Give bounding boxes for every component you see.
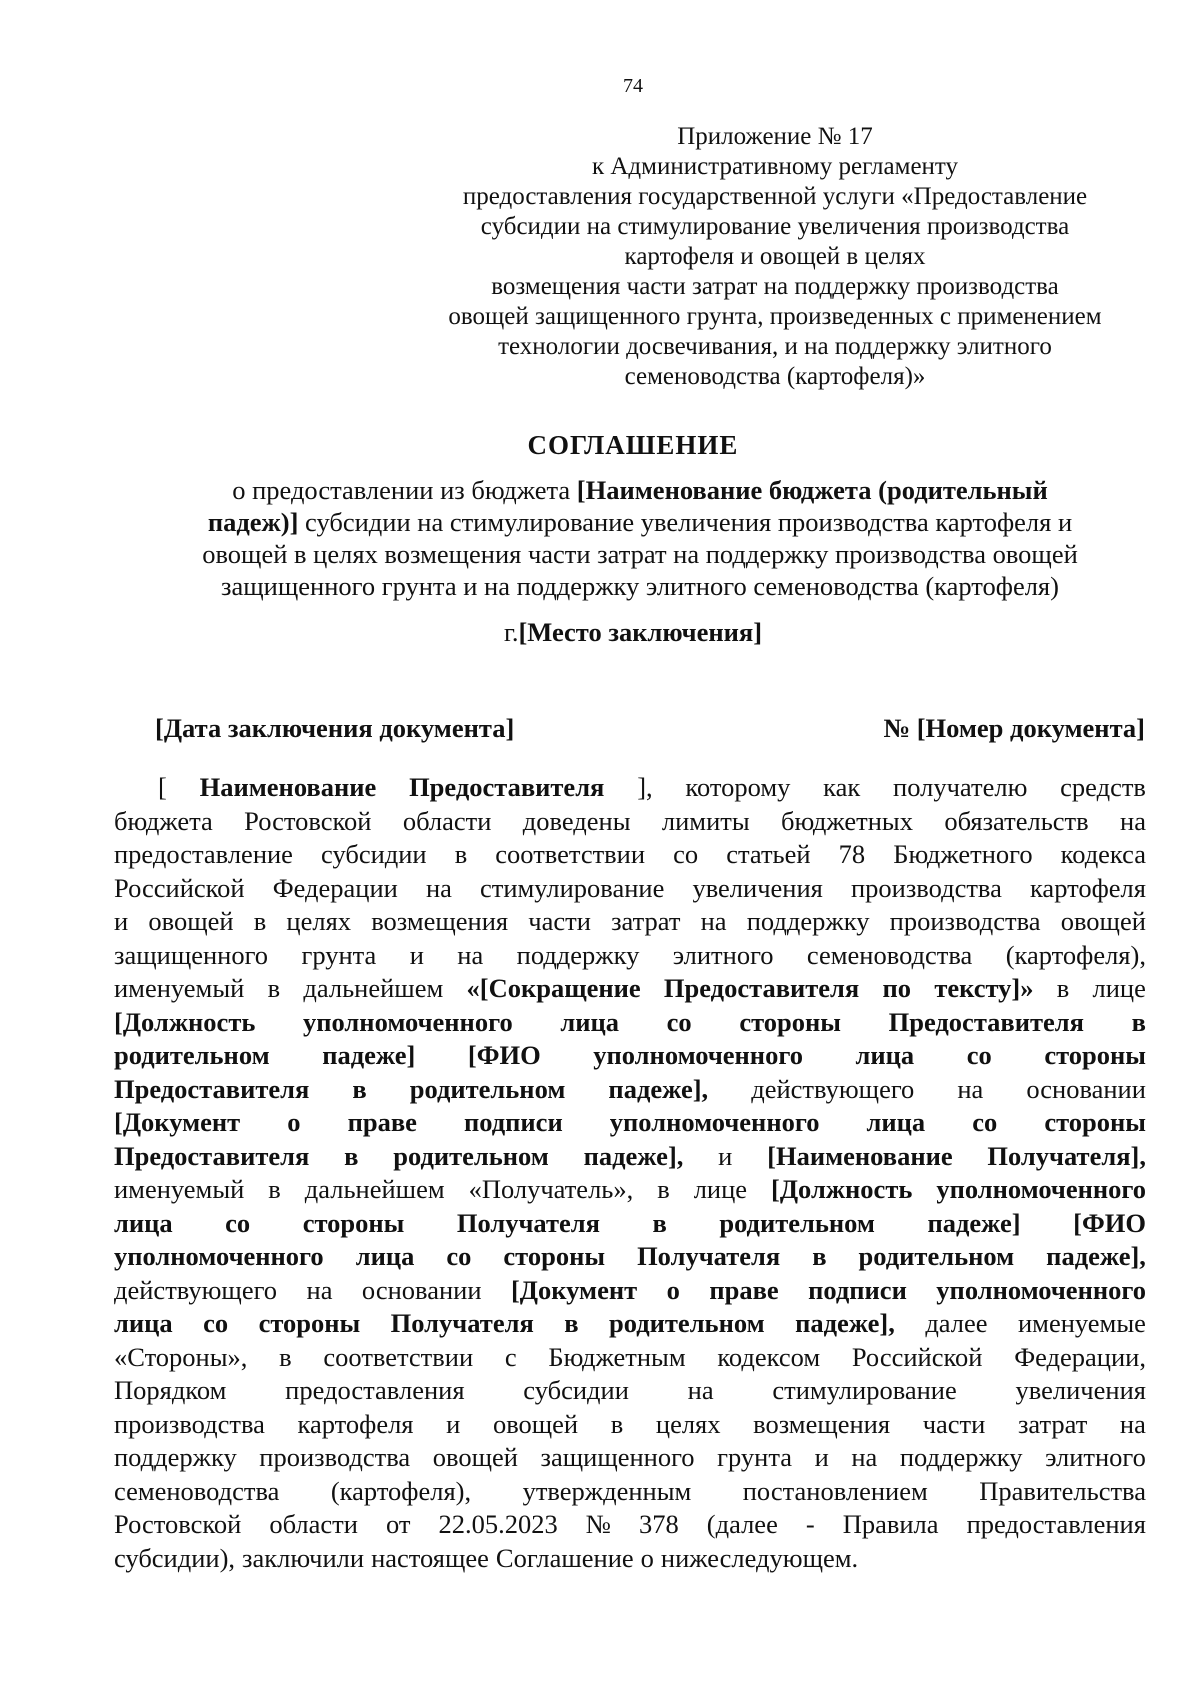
paragraph-line <box>114 972 1146 1006</box>
paragraph-word: родительном <box>114 1040 270 1070</box>
paragraph-word: в <box>564 1308 579 1338</box>
paragraph-word: 378 <box>639 1509 679 1539</box>
paragraph-word: овощей <box>1060 906 1146 936</box>
paragraph-word: производства <box>889 906 1041 936</box>
paragraph-word: Предоставителя <box>888 1006 1084 1037</box>
paragraph-word: «[Сокращение <box>466 973 641 1003</box>
paragraph-word: в <box>352 1073 367 1104</box>
paragraph-word: на <box>851 1442 878 1472</box>
paragraph-word: и <box>114 906 129 936</box>
paragraph-word: предоставления <box>285 1375 465 1405</box>
paragraph-word: основании <box>1026 1073 1146 1104</box>
paragraph-line <box>114 1240 1146 1274</box>
subtitle-line-1 <box>120 474 1160 506</box>
paragraph-word: дальнейшем <box>304 1174 445 1204</box>
paragraph-word: в <box>652 1207 667 1238</box>
paragraph-word: семеноводства <box>114 1475 280 1506</box>
paragraph-word: праве <box>347 1107 417 1137</box>
paragraph-word: доведены <box>522 805 631 836</box>
paragraph-word: стороны <box>258 1308 361 1338</box>
paragraph-word: подписи <box>463 1107 563 1137</box>
paragraph-word: далее <box>925 1308 988 1338</box>
paragraph-word: производства <box>114 1408 265 1439</box>
paragraph-line <box>114 905 1146 939</box>
appendix-line: предоставления государственной услуги «Предоставление <box>462 183 1088 210</box>
paragraph-word: на <box>457 939 484 970</box>
paragraph-word: в <box>1131 1006 1146 1037</box>
paragraph-word: грунта <box>301 939 377 970</box>
paragraph-word: уполномоченного <box>114 1241 324 1271</box>
paragraph-word: возмещения <box>753 1408 891 1439</box>
paragraph-word: Ростовской <box>114 1509 242 1539</box>
paragraph-line <box>114 1374 1146 1408</box>
paragraph-word: [Документ <box>510 1274 638 1305</box>
paragraph-word: и <box>446 1408 461 1439</box>
paragraph-word: лице <box>1092 973 1146 1003</box>
paragraph-word: 78 <box>838 839 866 869</box>
paragraph-word: и <box>409 939 424 970</box>
paragraph-word: о <box>287 1107 301 1137</box>
paragraph-word: [Должность <box>114 1006 256 1037</box>
paragraph-word: - <box>805 1509 815 1539</box>
paragraph-word: [ <box>158 772 167 802</box>
paragraph-word: стороны <box>503 1241 606 1271</box>
paragraph-word: Федерации <box>272 872 398 903</box>
paragraph-word: падеже], <box>583 1140 684 1171</box>
paragraph-word: [Документ <box>114 1107 241 1137</box>
paragraph-line <box>114 805 1146 839</box>
date-number-row <box>155 712 1145 744</box>
paragraph-word: на <box>425 872 452 903</box>
paragraph-word: Правила <box>842 1509 939 1539</box>
paragraph-line <box>114 1140 1146 1174</box>
paragraph-line <box>114 1542 1146 1576</box>
paragraph-word: части <box>528 906 591 936</box>
paragraph-word: падеже] <box>322 1040 416 1070</box>
paragraph-line <box>114 939 1146 973</box>
paragraph-word: действующего <box>114 1274 278 1305</box>
paragraph-word: стороны <box>1044 1107 1146 1137</box>
paragraph-word: обязательств <box>944 805 1089 836</box>
paragraph-word: Предоставителя <box>114 1073 310 1104</box>
paragraph-word: Ростовской <box>244 805 372 836</box>
paragraph-word: производства <box>850 872 1002 903</box>
paragraph-line <box>114 1207 1146 1241</box>
place-of-conclusion <box>0 616 1200 648</box>
paragraph-word: «Получатель», <box>468 1174 634 1204</box>
paragraph-word: в <box>1056 973 1070 1003</box>
paragraph-line <box>114 1508 1146 1542</box>
paragraph-line <box>114 1341 1146 1375</box>
paragraph-word: соответствии <box>323 1341 474 1372</box>
paragraph-word: статьей <box>726 839 811 869</box>
paragraph-line <box>114 1006 1146 1040</box>
paragraph-word: Соглашение <box>495 1542 634 1573</box>
appendix-line: возмещения части затрат на поддержку производства <box>491 273 1059 300</box>
paragraph-word: лица <box>355 1241 415 1271</box>
subtitle-line-2 <box>120 506 1160 538</box>
paragraph-line <box>114 1073 1146 1107</box>
paragraph-word: со <box>673 839 699 869</box>
paragraph-word: кодексом <box>717 1341 821 1372</box>
subtitle-text: субсидии на стимулирование увеличения производства картофеля и <box>298 507 1073 537</box>
paragraph-word: лица <box>560 1006 620 1037</box>
paragraph-word: родительном <box>393 1140 549 1171</box>
appendix-line: субсидии на стимулирование увеличения производства <box>480 213 1070 240</box>
appendix-line: картофеля и овощей в целях <box>624 243 926 270</box>
paragraph-word: Российской <box>114 872 245 903</box>
paragraph-word: лица <box>866 1107 926 1137</box>
paragraph-word: стороны <box>739 1006 841 1037</box>
paragraph-word: именуемый <box>114 973 245 1003</box>
paragraph-word: области <box>402 805 492 836</box>
paragraph-word: Порядком <box>114 1375 227 1405</box>
paragraph-word: нижеследующем. <box>660 1542 859 1573</box>
paragraph-word: Бюджетного <box>893 839 1033 869</box>
paragraph-word: с <box>504 1341 517 1372</box>
paragraph-line <box>114 838 1146 872</box>
paragraph-word: уполномоченного <box>609 1107 820 1137</box>
paragraph-word: № <box>585 1509 611 1539</box>
paragraph-word: поддержку <box>746 906 870 936</box>
paragraph-word: Получателя <box>637 1241 781 1271</box>
paragraph-word: субсидии <box>321 839 427 869</box>
appendix-line: Приложение № 17 <box>677 123 873 150</box>
paragraph-word: в <box>268 1174 281 1204</box>
paragraph-line <box>114 872 1146 906</box>
paragraph-word: со <box>225 1207 251 1238</box>
paragraph-word: лимиты <box>661 805 750 836</box>
paragraph-word: со <box>203 1308 229 1338</box>
paragraph-word: (далее <box>706 1509 778 1539</box>
paragraph-word: поддержку <box>114 1442 237 1472</box>
paragraph-line <box>114 1408 1146 1442</box>
paragraph-word: защищенного <box>114 939 269 970</box>
paragraph-word: в <box>610 1408 624 1439</box>
paragraph-word: со <box>666 1006 692 1037</box>
paragraph-word: 22.05.2023 <box>438 1509 558 1539</box>
paragraph-word: действующего <box>751 1073 915 1104</box>
paragraph-word: которому <box>685 772 791 802</box>
date-placeholder: [Дата заключения документа] <box>155 713 515 743</box>
paragraph-word: лица <box>114 1207 173 1238</box>
paragraph-word: соответствии <box>495 839 646 869</box>
paragraph-word: стороны <box>302 1207 405 1238</box>
document-title: СОГЛАШЕНИЕ <box>527 430 739 460</box>
paragraph-word: ], <box>637 772 653 802</box>
paragraph-word: о <box>640 1542 654 1573</box>
paragraph-word: кодекса <box>1060 839 1146 869</box>
paragraph-word: целях <box>655 1408 721 1439</box>
paragraph-word: (картофеля), <box>1005 939 1146 970</box>
paragraph-word: «Стороны», <box>114 1341 248 1372</box>
paragraph-word: от <box>385 1509 411 1539</box>
paragraph-word: утвержденным <box>522 1475 692 1506</box>
paragraph-word: бюджета <box>114 805 213 836</box>
appendix-header <box>410 122 1140 392</box>
appendix-line: технологии досвечивания, и на поддержку элитного <box>498 333 1052 360</box>
document-subtitle <box>120 474 1160 602</box>
budget-name-placeholder: [Наименование бюджета (родительный <box>576 475 1048 505</box>
paragraph-line <box>114 1307 1146 1341</box>
paragraph-word: со <box>972 1107 998 1137</box>
paragraph-word: по <box>882 973 912 1003</box>
paragraph-word: о <box>666 1274 680 1305</box>
paragraph-line <box>114 1039 1146 1073</box>
paragraph-word: элитного <box>1045 1442 1146 1472</box>
paragraph-line <box>114 1274 1146 1308</box>
paragraph-word: субсидии), <box>114 1542 236 1573</box>
paragraph-word: в <box>267 973 281 1003</box>
paragraph-word: лице <box>693 1174 748 1204</box>
paragraph-word: области <box>269 1509 358 1539</box>
paragraph-word: как <box>823 772 861 802</box>
paragraph-word: в <box>279 1341 292 1372</box>
paragraph-word: родительном <box>609 1308 765 1338</box>
paragraph-word: на <box>700 906 727 936</box>
paragraph-word: на <box>957 1073 984 1104</box>
paragraph-word: [ФИО <box>1073 1207 1146 1238</box>
paragraph-word: в <box>812 1241 827 1271</box>
paragraph-word: падеже], <box>1046 1241 1146 1271</box>
paragraph-line <box>114 1106 1146 1140</box>
paragraph-word: затрат <box>611 906 681 936</box>
paragraph-word: дальнейшем <box>303 973 444 1003</box>
paragraph-line <box>114 771 1146 805</box>
paragraph-word: семеноводства <box>806 939 973 970</box>
paragraph-word: Российской <box>851 1341 983 1372</box>
paragraph-word: тексту]» <box>934 973 1034 1003</box>
paragraph-word: лица <box>114 1308 173 1338</box>
paragraph-word: субсидии <box>523 1375 629 1405</box>
paragraph-word: [ФИО <box>467 1040 541 1070</box>
paragraph-word: основании <box>361 1274 482 1305</box>
paragraph-word: на <box>1120 805 1146 836</box>
paragraph-word: на <box>1119 1408 1146 1439</box>
paragraph-word: в <box>657 1174 670 1204</box>
paragraph-word: Предоставителя <box>663 973 860 1003</box>
paragraph-word: Получателя <box>456 1207 600 1238</box>
paragraph-word: подписи <box>808 1274 907 1305</box>
paragraph-word: средств <box>1060 772 1146 802</box>
paragraph-word: стимулирование <box>772 1375 957 1405</box>
agreement-preamble <box>114 771 1146 1575</box>
paragraph-line <box>114 1475 1146 1509</box>
paragraph-word: получателю <box>893 772 1028 802</box>
paragraph-word: Получателя], <box>987 1140 1146 1171</box>
paragraph-word: элитного <box>672 939 774 970</box>
paragraph-word: праве <box>709 1274 779 1305</box>
subtitle-line-3: овощей в целях возмещения части затрат на поддержку производства овощей <box>202 539 1078 569</box>
paragraph-word: Предоставителя <box>409 772 605 802</box>
paragraph-word: родительном <box>719 1207 875 1238</box>
paragraph-word: овощей <box>432 1442 518 1472</box>
document-number-placeholder: № [Номер документа] <box>883 713 1145 743</box>
paragraph-word: овощей <box>148 906 234 936</box>
subtitle-text: о предоставлении из бюджета <box>232 475 577 505</box>
paragraph-word: родительном <box>858 1241 1015 1271</box>
place-prefix: г. <box>503 617 519 647</box>
paragraph-word: уполномоченного <box>936 1274 1146 1305</box>
paragraph-word: именуемые <box>1018 1308 1146 1338</box>
paragraph-word: увеличения <box>692 872 823 903</box>
paragraph-word: овощей <box>492 1408 579 1439</box>
paragraph-word: уполномоченного <box>936 1174 1146 1204</box>
paragraph-word: постановлением <box>742 1475 928 1506</box>
paragraph-word: на <box>687 1375 714 1405</box>
paragraph-word: родительном <box>409 1073 566 1104</box>
paragraph-word: заключили <box>242 1542 365 1573</box>
paragraph-word: поддержку <box>899 1442 1023 1472</box>
paragraph-word: лица <box>855 1040 915 1070</box>
paragraph-word: бюджетных <box>781 805 913 836</box>
paragraph-word: Предоставителя <box>114 1140 310 1171</box>
paragraph-word: поддержку <box>516 939 640 970</box>
paragraph-word: падеже], <box>795 1308 895 1338</box>
paragraph-word: и <box>718 1140 733 1171</box>
paragraph-word: грунта <box>717 1442 792 1472</box>
paragraph-word: со <box>446 1241 472 1271</box>
paragraph-word: уполномоченного <box>303 1006 513 1037</box>
budget-case-placeholder: падеж)] <box>207 507 299 537</box>
paragraph-word: [Должность <box>771 1174 913 1204</box>
paragraph-word: картофеля <box>297 1408 414 1439</box>
paragraph-word: падеже], <box>608 1073 709 1104</box>
paragraph-word: стимулирование <box>480 872 665 903</box>
paragraph-word: картофеля <box>1029 872 1146 903</box>
paragraph-word: Федерации, <box>1014 1341 1146 1372</box>
paragraph-word: именуемый <box>114 1174 245 1204</box>
paragraph-word: целях <box>286 906 352 936</box>
paragraph-word: Правительства <box>979 1475 1146 1506</box>
paragraph-word: и <box>814 1442 829 1472</box>
paragraph-word: настоящее <box>371 1542 489 1573</box>
paragraph-word: в <box>454 839 468 869</box>
paragraph-line <box>114 1173 1146 1207</box>
paragraph-word: на <box>306 1274 333 1305</box>
paragraph-word: стороны <box>1044 1040 1146 1070</box>
paragraph-word: [Наименование <box>767 1140 953 1171</box>
paragraph-word: части <box>922 1408 986 1439</box>
paragraph-word: предоставления <box>966 1509 1146 1539</box>
paragraph-line <box>114 1441 1146 1475</box>
paragraph-word: затрат <box>1017 1408 1088 1439</box>
paragraph-word: со <box>966 1040 992 1070</box>
page-number: 74 <box>623 75 643 97</box>
paragraph-word: возмещения <box>371 906 509 936</box>
paragraph-word: Наименование <box>199 772 377 802</box>
paragraph-word: увеличения <box>1015 1375 1146 1405</box>
appendix-line: семеноводства (картофеля)» <box>624 363 926 390</box>
paragraph-word: Получателя <box>390 1308 534 1338</box>
paragraph-word: уполномоченного <box>593 1040 803 1070</box>
subtitle-line-4: защищенного грунта и на поддержку элитного семеноводства (картофеля) <box>221 571 1059 601</box>
place-placeholder: [Место заключения] <box>518 617 763 647</box>
paragraph-word: Бюджетным <box>548 1341 686 1372</box>
appendix-line: к Административному регламенту <box>591 153 959 180</box>
paragraph-word: в <box>253 906 267 936</box>
paragraph-word: предоставление <box>114 839 293 869</box>
appendix-line: овощей защищенного грунта, произведенных с применением <box>448 303 1102 330</box>
paragraph-word: (картофеля), <box>330 1475 472 1506</box>
paragraph-word: падеже] <box>927 1207 1021 1238</box>
paragraph-word: защищенного <box>540 1442 695 1472</box>
paragraph-word: в <box>344 1140 359 1171</box>
paragraph-word: производства <box>259 1442 411 1472</box>
